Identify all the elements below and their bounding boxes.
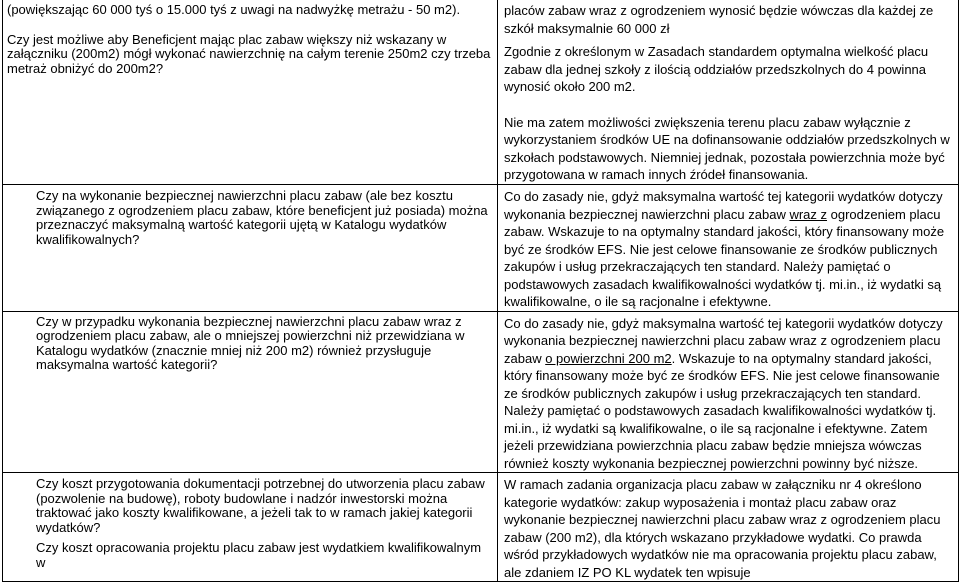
answer-text: W ramach zadania organizacja placu zabaw w załączniku nr 4 określono kategorie wydatków: zakup wyposażenia i montaż placu zabaw oraz wykonanie bezpiecznej nawierzchni placu zabaw wraz z ogrodzeniem placu zabaw (200 m2), dla których wskazano przykładowe wydatki. Co prawda wśród przykładowych wydatków nie ma opracowania projektu placu zabaw, ale zdaniem IZ PO KL wydatek ten wpisuje <box>504 477 941 580</box>
table-row <box>3 473 959 582</box>
answer-text: Co do zasady nie, gdyż maksymalna wartość tej kategorii wydatków dotyczy wykonania bezpiecznej nawierzchni placu zabaw wraz z ogrodzeniem placu zabaw. Wskazuje to na optymalny standard jakości, który finansowany może być ze środków EFS. Nie jest celowe finansowanie ze środków publicznych zakupów i usług przekraczających ten standard. Należy pamiętać o podstawowych zasadach kwalifikowalności wydatków tj. mi.in., iż wydatki są kwalifikowalne, o ile są racjonalne i efektywne. <box>504 189 945 309</box>
table-row <box>3 185 959 312</box>
question-text: Czy koszt przygotowania dokumentacji potrzebnej do utworzenia placu zabaw (pozwolenie na budowę), roboty budowlane i nadzór inwestorski można traktować jako koszty kwalifikowane, a jeżeli tak to w ramach jakiej kategorii wydatków? <box>36 476 485 535</box>
question-text: Czy na wykonanie bezpiecznej nawierzchni placu zabaw (ale bez kosztu związanego z ogrodzeniem placu zabaw, które beneficjent już posiada) można przeznaczyć maksymalną wartość kategorii ujętą w Katalogu wydatków kwalifikowalnych? <box>36 188 488 247</box>
question-cell <box>3 0 498 185</box>
question-cell <box>3 311 498 473</box>
answer-text: Zgodnie z określonym w Zasadach standardem optymalna wielkość placu zabaw dla jednej szkoły z ilością oddziałów przedszkolnych do 4 powinna wynosić około 200 m2. <box>504 44 929 94</box>
qa-table <box>2 0 959 582</box>
answer-cell <box>498 0 959 185</box>
question-number <box>7 189 36 204</box>
answer-cell <box>498 185 959 312</box>
question-text: Czy w przypadku wykonania bezpiecznej nawierzchni placu zabaw wraz z ogrodzeniem placu zabaw, ale o mniejszej powierzchni niż przewidziana w Katalogu wydatków (znacznie mniej niż 200 m2) również przysługuje maksymalna wartość kategorii? <box>36 313 465 372</box>
underlined-text: o powierzchni 200 m2 <box>545 350 672 366</box>
answer-text: placów zabaw wraz z ogrodzeniem wynosić będzie wówczas dla każdej ze szkół maksymalnie 60 000 zł <box>504 3 934 36</box>
question-text: (powiększając 60 000 tyś o 15.000 tyś z uwagi na nadwyżkę metrażu - 50 m2). <box>7 2 461 17</box>
question-cell <box>3 473 498 582</box>
answer-text: Nie ma zatem możliwości zwiększenia terenu placu zabaw wyłącznie z wykorzystaniem środków UE na dofinansowanie oddziałów przedszkolnych w szkołach podstawowych. Niemniej jednak, pozostała powierzchnia może być przygotowana w ramach innych źródeł finansowania. <box>504 114 950 182</box>
answer-text: Co do zasady nie, gdyż maksymalna wartość tej kategorii wydatków dotyczy wykonania bezpiecznej nawierzchni placu zabaw wraz z ogrodzeniem placu zabaw o powierzchni 200 m2. Wskazuje to na optymalny standard jakości, który finansowany może być ze środków EFS. Nie jest celowe finansowanie ze środków publicznych zakupów i usług przekraczających ten standard. Należy pamiętać o podstawowych zasadach kwalifikowalności wydatków tj. mi.in., iż wydatki są kwalifikowalne, o ile są racjonalne i efektywne. Zatem jeżeli przewidziana powierzchnia placu zabaw będzie mniejsza wówczas również koszty wykonania bezpiecznej powierzchni powinny być niższe. <box>504 315 943 471</box>
table-row <box>3 0 959 185</box>
table-row <box>3 311 959 473</box>
question-number <box>7 315 36 330</box>
answer-cell <box>498 311 959 473</box>
question-cell <box>3 185 498 312</box>
question-text: Czy jest możliwe aby Beneficjent mając plac zabaw większy niż wskazany w załączniku (200m2) mógł wykonać nawierzchnię na całym terenie 250m2 czy trzeba metraż obniżyć do 200m2? <box>7 31 491 76</box>
question-text: Czy koszt opracowania projektu placu zabaw jest wydatkiem kwalifikowalnym w <box>36 540 482 570</box>
answer-cell <box>498 473 959 582</box>
question-number <box>7 477 36 492</box>
underlined-text: wraz z <box>789 206 828 222</box>
